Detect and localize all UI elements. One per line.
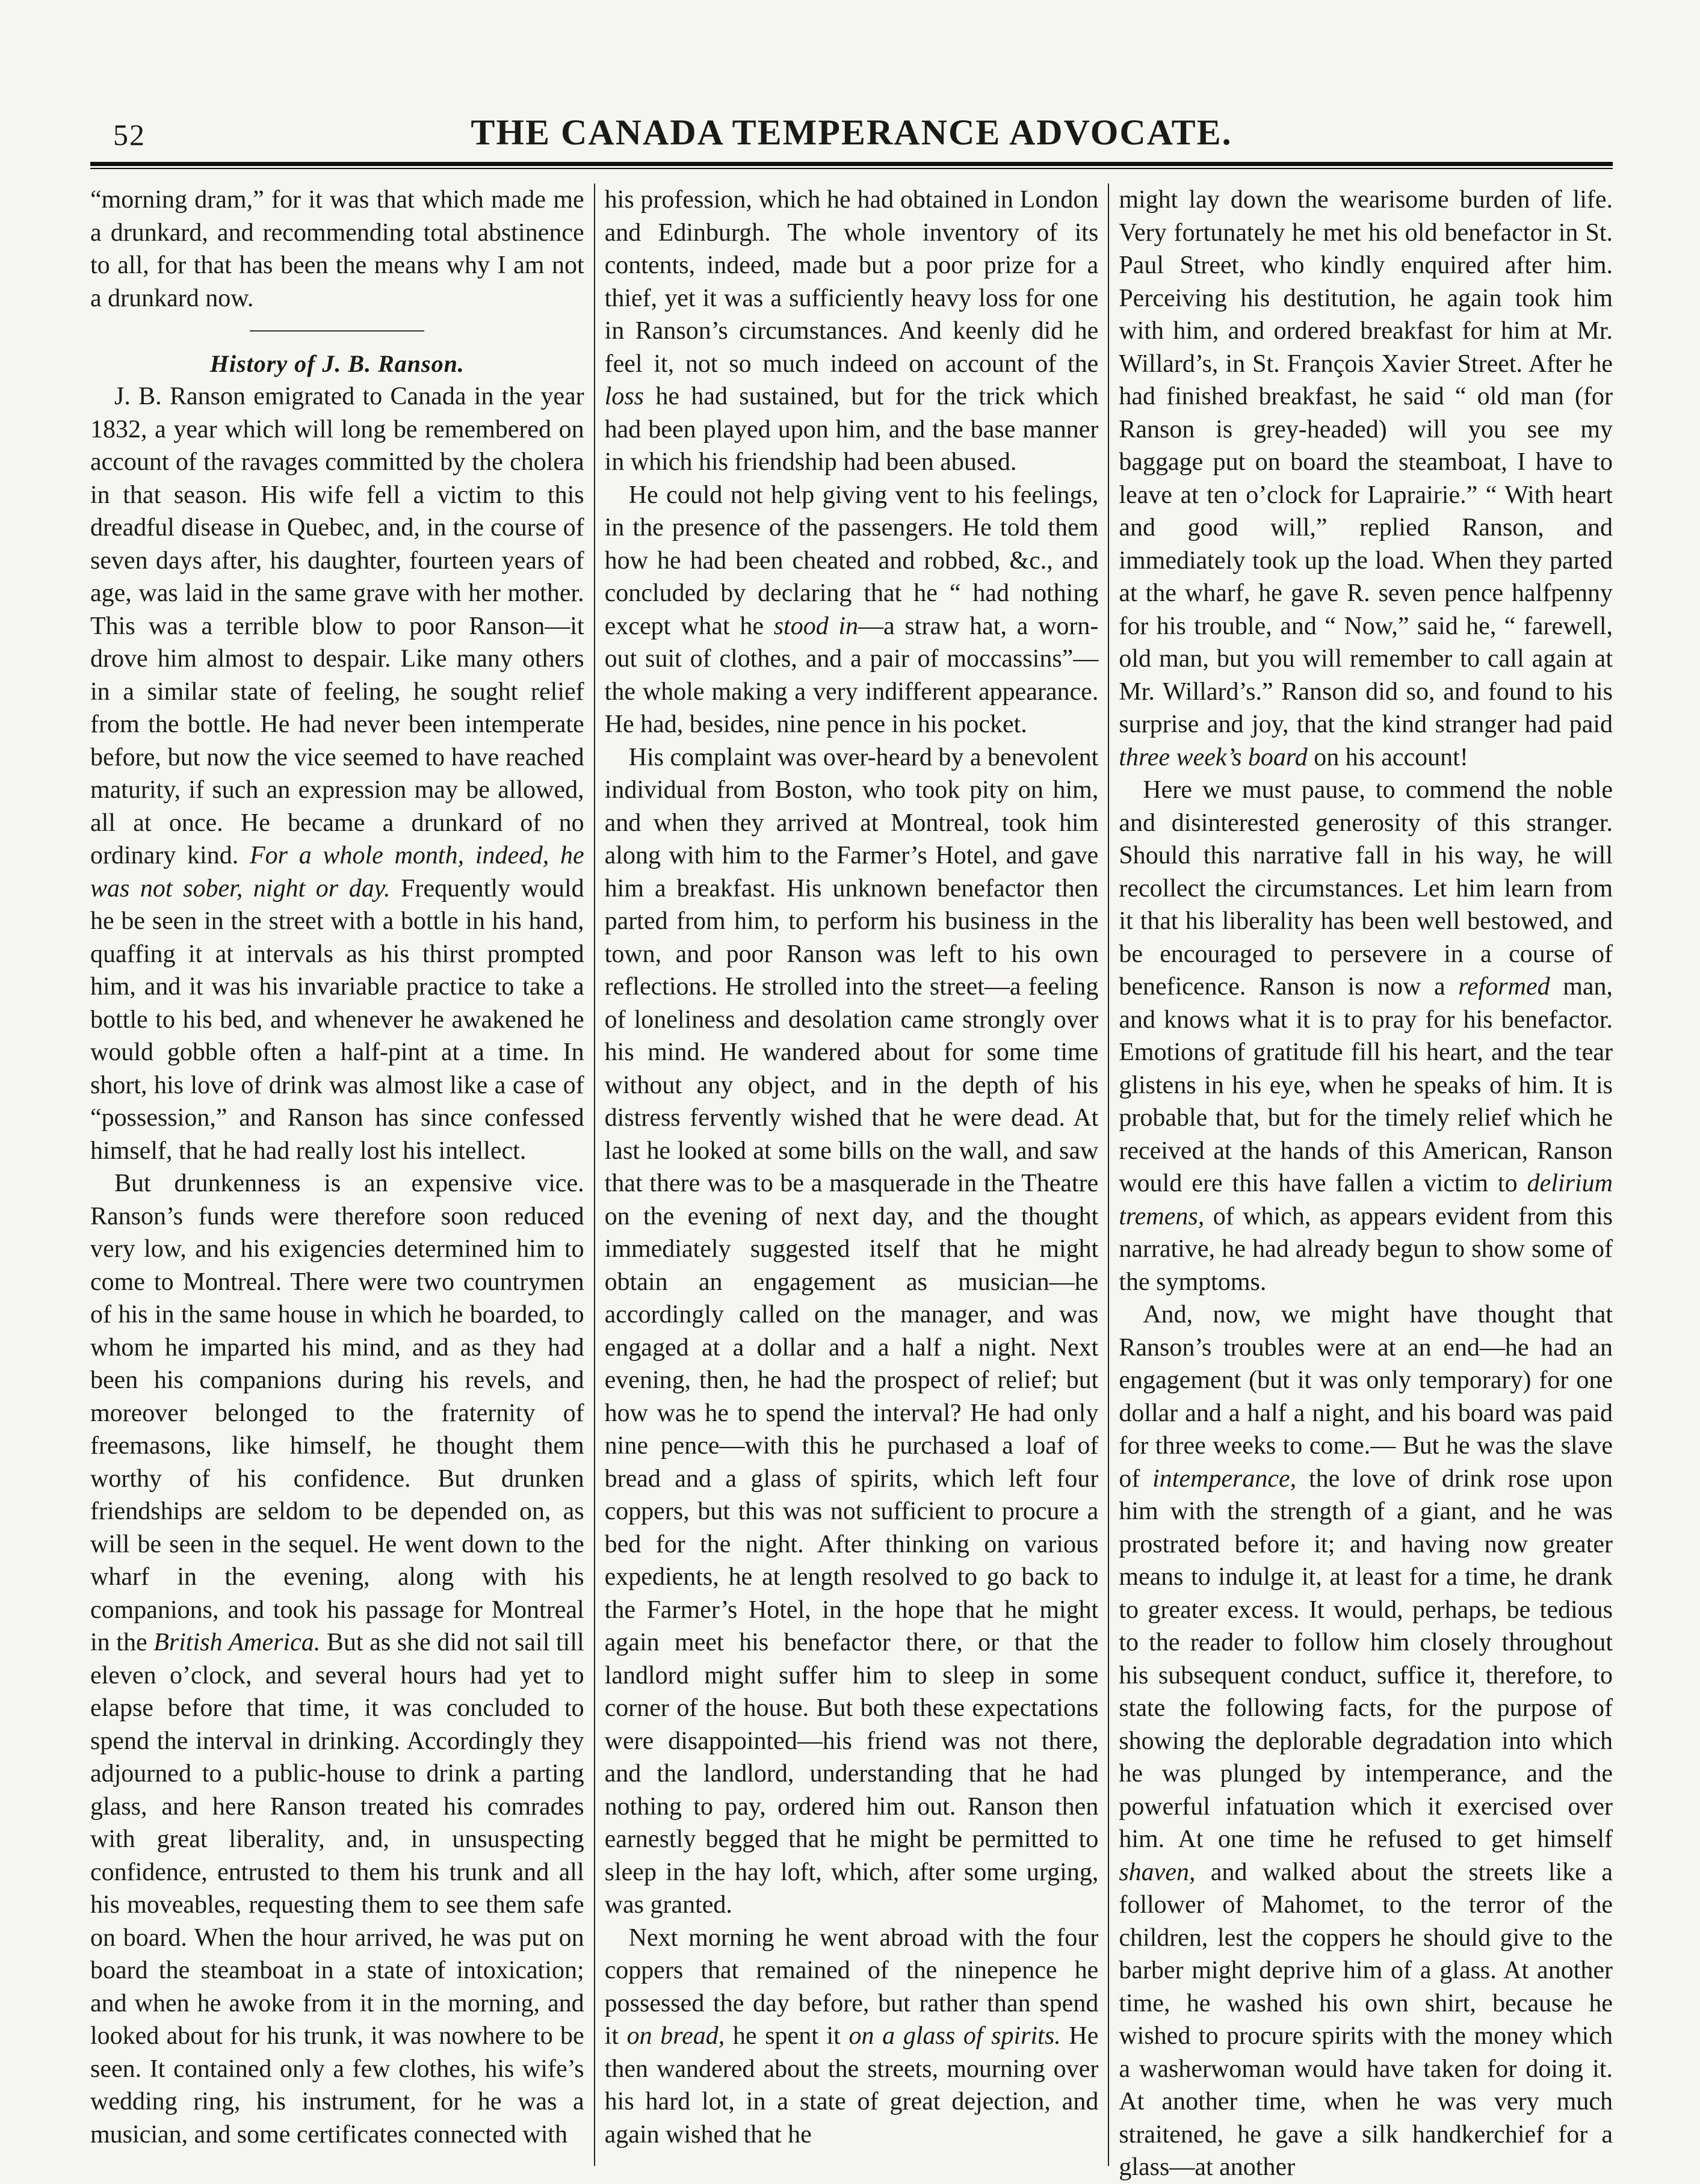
text-run: Frequently would he be seen in the street with a bottle in his hand, quaffing it at intervals as his thirst prompted him, and it was his invariable practice to take a bottle to his bed, and whenever he awakened he would gobble often a half-pint at a time. In short, his love of drink was almost like a case of “possession,” and Ranson has since confessed himself, that he had really lost his intellect.: [90, 874, 584, 1165]
column-2: [605, 184, 1099, 2184]
text-run: and walked about the streets like a follower of Mahomet, to the terror of the children, lest the coppers he should give to the barber might deprive him of a glass. At another time, he washed his own shirt, because he wished to procure spirits with the money which a washerwoman would have taken for doing it. At another time, when he was very much straitened, he gave a silk handkerchief for a glass—at another: [1119, 1858, 1613, 2181]
text-run: Next morning he went abroad with the four coppers that remained of the ninepence he possessed the day before, but rather than spend it: [604, 1923, 1099, 2050]
text-run: And, now, we might have thought that Ranson’s troubles were at an end—he had an engagement (but it was only temporary) for one dollar and a half a night, and his board was paid for three weeks to come.— But he was the slave of: [1119, 1301, 1613, 1493]
paragraph: [90, 1167, 584, 2151]
italic-run: British America.: [153, 1629, 321, 1656]
paragraph: [1119, 1298, 1613, 2184]
paragraph: [90, 380, 584, 1167]
italic-run: reformed: [1458, 973, 1550, 1001]
paragraph: His complaint was over-heard by a benevolent individual from Boston, who took pity on him, and when they arrived at Montreal, took him along with him to the Farmer’s Hotel, and gave him a breakfast. His unknown benefactor then parted from him, to perform his business in the town, and poor Ranson was left to his own reflections. He strolled into the street—a feeling of loneliness and desolation came strongly over his mind. He wandered about for some time without any object, and in the depth of his distress fervently wished that he were dead. At last he looked at some bills on the wall, and saw that there was to be a masquerade in the Theatre on the evening of next day, and the thought immediately suggested itself that he might obtain an engagement as musician—he accordingly called on the manager, and was engaged at a dollar and a half a night. Next evening, then, he had the prospect of relief; but how was he to spend the interval? He had only nine pence—with this he purchased a loaf of bread and a glass of spirits, which left four coppers, but this was not sufficient to procure a bed for the night. After thinking on various expedients, he at length resolved to go back to the Farmer’s Hotel, in the hope that he might again meet his benefactor there, or that the landlord might suffer him to sleep in some corner of the house. But both these expectations were disappointed—his friend was not there, and the landlord, understanding that he had nothing to pay, ordered him out. Ranson then earnestly begged that he might be permitted to sleep in the hay loft, which, after some urging, was granted.: [604, 743, 1099, 1919]
text-run: Here we must pause, to commend the noble and disinterested generosity of this stranger. Should this narrative fall in his way, he will recollect the circumstances. Let him learn from it that his liberality has been well bestowed, and be encouraged to persevere in a course of beneficence. Ranson is now a: [1119, 776, 1613, 1001]
page-header: [90, 105, 1613, 157]
italic-run: loss: [604, 383, 644, 410]
page-number: 52: [113, 118, 146, 152]
text-run: might lay down the wearisome burden of life. Very fortunately he met his old benefactor in St. Paul Street, who kindly enquired after him. Perceiving his destitution, he again took him with him, and ordered breakfast for him at Mr. Willard’s, in St. François Xavier Street. After he had finished breakfast, he said “ old man (for Ranson is grey-headed) will you see my baggage put on board the steamboat, I have to leave at ten o’clock for Laprairie.” “ With heart and good will,” replied Ranson, and immediately took up the load. When they parted at the wharf, he gave R. seven pence halfpenny for his trouble, and “ Now,” said he, “ farewell, old man, but you will remember to call again at Mr. Willard’s.” Ranson did so, and found to his surprise and joy, that the kind stranger had paid: [1119, 186, 1613, 738]
newspaper-page: [90, 105, 1613, 2181]
text-run: his profession, which he had obtained in London and Edinburgh. The whole inventory of its contents, indeed, made but a poor prize for a thief, yet it was a sufficiently heavy loss for one in Ranson’s circumstances. And keenly did he feel it, not so much indeed on account of the: [604, 186, 1099, 378]
text-run: he had sustained, but for the trick which had been played upon him, and the base manner in which his friendship had been abused.: [604, 383, 1099, 476]
italic-run: three week’s board: [1119, 743, 1308, 771]
text-run: But as she did not sail till eleven o’clock, and several hours had yet to elapse before that time, it was concluded to spend the interval in drinking. Accordingly they adjourned to a public-house to drink a parting glass, and here Ranson treated his comrades with great liberality, and, in unsuspecting confidence, entrusted to them his trunk and all his moveables, requesting them to see them safe on board. When the hour arrived, he was put on board the steamboat in a state of intoxication; and when he awoke from it in the morning, and looked about for his trunk, it was nowhere to be seen. It contained only a few clothes, his wife’s wedding ring, his instrument, for he was a musician, and some certificates connected with: [90, 1629, 584, 2149]
text-run: of which, as appears evident from this narrative, he had already begun to show some of the symptoms.: [1119, 1202, 1613, 1296]
italic-run: intemperance,: [1152, 1464, 1297, 1493]
italic-run: on bread,: [626, 2022, 725, 2050]
italic-run: delirium tremens,: [1119, 1170, 1613, 1230]
column-3: [1119, 184, 1613, 2184]
text-run: But drunkenness is an expensive vice. Ranson’s funds were therefore soon reduced very low, and his exigencies determined him to come to Montreal. There were two countrymen of his in the same house in which he boarded, to whom he imparted his mind, and as they had been his companions during his revels, and moreover belonged to the fraternity of freemasons, like himself, he thought them worthy of his confidence. But drunken friendships are seldom to be depended on, as will be seen in the sequel. He went down to the wharf in the evening, along with his companions, and took his passage for Montreal in the: [90, 1170, 584, 1656]
text-run: the love of drink rose upon him with the strength of a giant, and he was prostrated before it; and having now greater means to indulge it, at least for a time, he drank to greater excess. It would, perhaps, be tedious to the reader to follow him closely throughout his subsequent conduct, suffice it, therefore, to state the following facts, for the purpose of showing the deplorable degradation into which he was plunged by intemperance, and the powerful infatuation which it exercised over him. At one time he refused to get himself: [1119, 1464, 1613, 1853]
italic-run: For a whole month, indeed, he was not sober, night or day.: [90, 842, 584, 902]
section-divider: [250, 330, 424, 332]
text-run: He then wandered about the streets, mourning over his hard lot, in a state of great dejection, and again wished that he: [604, 2022, 1099, 2149]
section-heading: History of J. B. Ranson.: [209, 350, 465, 377]
paragraph: [1119, 184, 1613, 774]
article-columns: [90, 184, 1613, 2181]
italic-run: stood in: [773, 612, 859, 640]
column-1: [90, 184, 584, 2184]
text-run: He could not help giving vent to his feelings, in the presence of the passengers. He told them how he had been cheated and robbed, &c., and concluded by declaring that he “ had nothing except what he: [604, 481, 1099, 640]
journal-title: THE CANADA TEMPERANCE ADVOCATE.: [471, 113, 1232, 152]
italic-run: on a glass of spirits.: [848, 2022, 1061, 2050]
paragraph: [605, 479, 1099, 741]
text-run: he spent it: [732, 2022, 841, 2050]
italic-run: shaven,: [1119, 1858, 1196, 1886]
text-run: on his account!: [1314, 743, 1468, 771]
text-run: J. B. Ranson emigrated to Canada in the year 1832, a year which will long be remembered on account of the ravages committed by the cholera in that season. His wife fell a victim to this dreadful disease in Quebec, and, in the course of seven days after, his daughter, fourteen years of age, was laid in the same grave with her mother. This was a terrible blow to poor Ranson—it drove him almost to despair. Like many others in a similar state of feeling, he sought relief from the bottle. He had never been intemperate before, but now the vice seemed to have reached maturity, if such an expression may be allowed, all at once. He became a drunkard of no ordinary kind.: [90, 383, 584, 869]
paragraph: [605, 1922, 1099, 2152]
text-run: man, and knows what it is to pray for his benefactor. Emotions of gratitude fill his heart, and the tear glistens in his eye, when he speaks of him. It is probable that, but for the timely relief which he received at the hands of this American, Ranson would ere this have fallen a victim to: [1119, 973, 1613, 1197]
intro-paragraph: “morning dram,” for it was that which made me a drunkard, and recommending total abstinence to all, for that has been the means why I am not a drunkard now.: [90, 186, 584, 312]
header-rule: [90, 162, 1613, 169]
paragraph: [605, 184, 1099, 479]
paragraph: [1119, 774, 1613, 1298]
text-run: —a straw hat, a worn-out suit of clothes, and a pair of moccassins”—the whole making a very indifferent appearance. He had, besides, nine pence in his pocket.: [604, 612, 1099, 738]
